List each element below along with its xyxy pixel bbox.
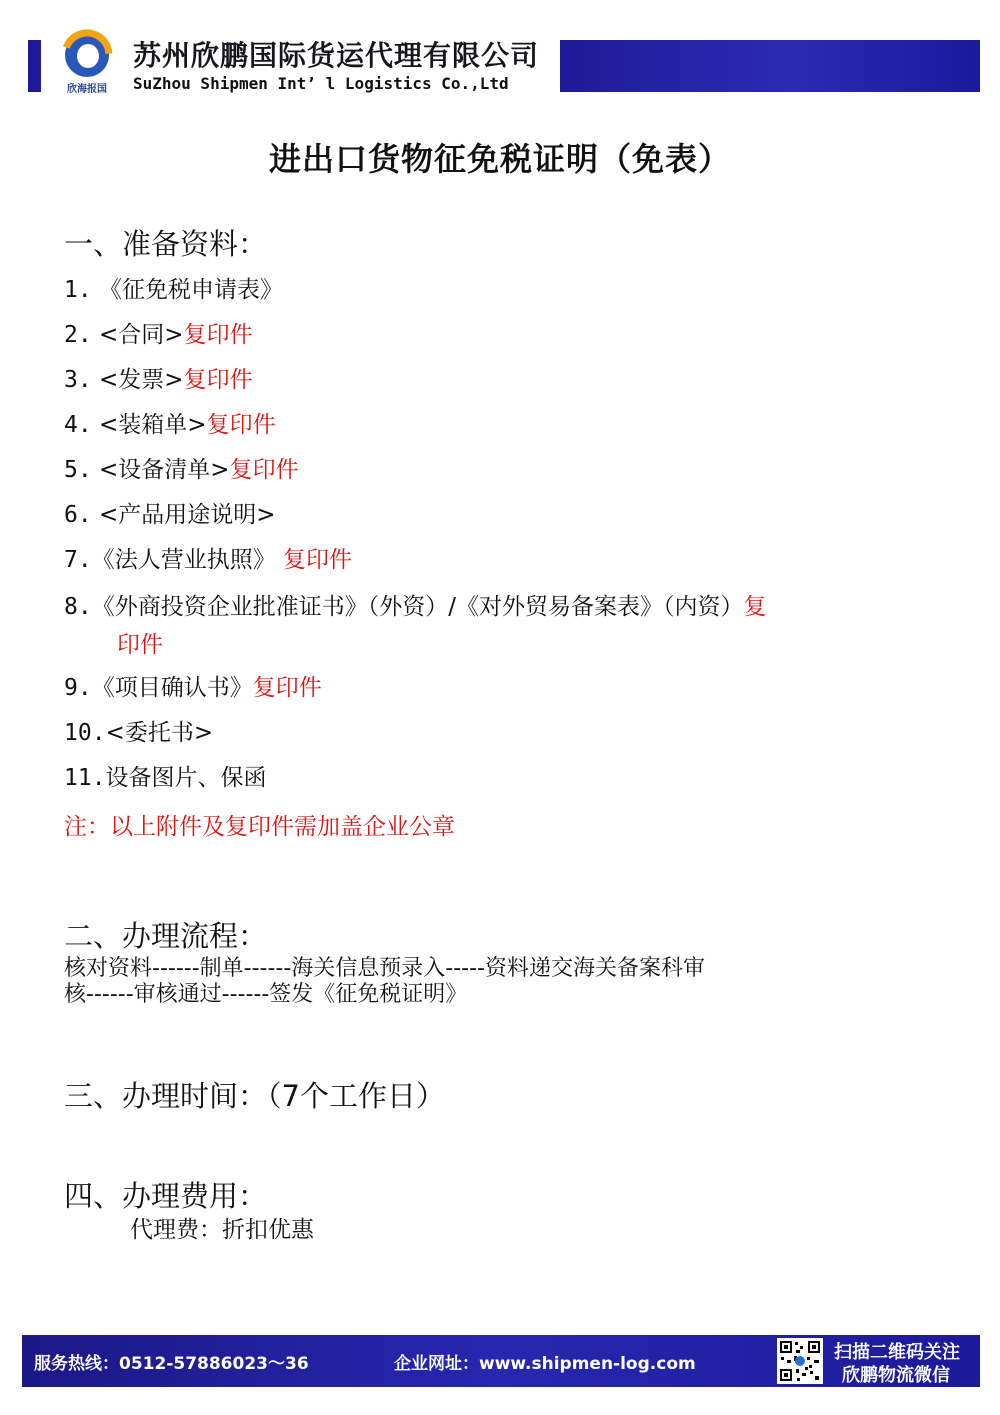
fee-text: 代理费：折扣优惠 xyxy=(130,1217,314,1243)
section-3-heading: 三、办理时间：（7个工作日） xyxy=(64,1079,445,1113)
list-item: 6. <产品用途说明> xyxy=(64,502,276,528)
qr-caption-line-2: 欣鹏物流微信 xyxy=(842,1365,950,1386)
list-item: 2. <合同>复印件 xyxy=(64,322,253,348)
website-link[interactable]: 企业网址：www.shipmen-log.com xyxy=(394,1354,696,1374)
service-hotline: 服务热线：0512-57886023～36 xyxy=(34,1354,309,1374)
company-name-cn: 苏州欣鹏国际货运代理有限公司 xyxy=(133,39,540,72)
section-4-heading: 四、办理费用： xyxy=(64,1179,268,1213)
list-item: 1. 《征免税申请表》 xyxy=(64,277,284,303)
logo-text: 欣海报国 xyxy=(67,84,107,95)
company-logo xyxy=(50,28,125,100)
process-line-1: 核对资料------制单------海关信息预录入-----资料递交海关备案科审 xyxy=(64,956,705,981)
list-item: 7.《法人营业执照》 复印件 xyxy=(64,547,353,573)
list-item: 10.<委托书> xyxy=(64,720,214,746)
page-header xyxy=(0,28,1000,103)
list-item: 5. <设备清单>复印件 xyxy=(64,457,299,483)
process-flow xyxy=(64,956,934,1008)
list-item: 9.《项目确认书》复印件 xyxy=(64,675,322,701)
process-line-2: 核------审核通过------签发《征免税证明》 xyxy=(64,982,468,1007)
header-blue-bar xyxy=(560,40,980,92)
list-item: 11.设备图片、保函 xyxy=(64,765,267,791)
header-accent-bar xyxy=(28,40,41,92)
note-text: 注：以上附件及复印件需加盖企业公章 xyxy=(64,814,455,840)
page-footer xyxy=(22,1335,980,1387)
section-1-heading: 一、准备资料： xyxy=(64,227,268,261)
qr-code-icon xyxy=(777,1338,823,1384)
company-name-en: SuZhou Shipmen Int’ l Logistics Co.,Ltd xyxy=(133,74,509,93)
section-2-heading: 二、办理流程： xyxy=(64,919,268,953)
list-item: 8.《外商投资企业批准证书》（外资）/《对外贸易备案表》（内资）复 印件 xyxy=(64,594,767,658)
list-item: 4. <装箱单>复印件 xyxy=(64,412,276,438)
list-item: 3. <发票>复印件 xyxy=(64,367,253,393)
qr-caption-line-1: 扫描二维码关注 xyxy=(834,1342,960,1363)
document-title: 进出口货物征免税证明（免表） xyxy=(268,140,731,178)
